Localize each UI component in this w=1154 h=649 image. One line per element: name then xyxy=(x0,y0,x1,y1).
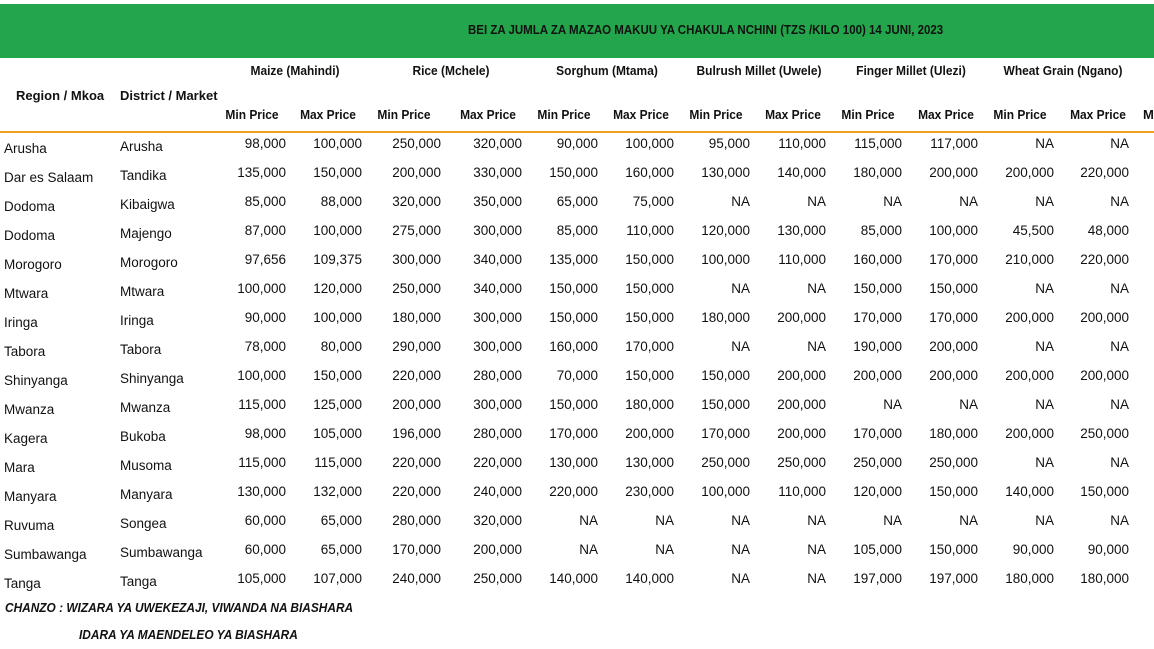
price-cell: 140,000 xyxy=(549,571,598,586)
min-price-header: Min Price xyxy=(841,107,895,122)
price-cell: NA xyxy=(807,571,826,586)
cut-off-header: M xyxy=(1143,107,1154,122)
page-title: BEI ZA JUMLA ZA MAZAO MAKUU YA CHAKULA NCHINI (TZS /KILO 100) 14 JUNI, 2023 xyxy=(468,23,944,37)
price-cell: NA xyxy=(731,194,750,209)
price-cell: 340,000 xyxy=(473,252,522,267)
price-cell: 90,000 xyxy=(556,136,598,151)
department-note: IDARA YA MAENDELEO YA BIASHARA xyxy=(79,628,298,642)
region-header: Region / Mkoa xyxy=(16,88,105,103)
price-cell: NA xyxy=(959,513,978,528)
price-cell: 150,000 xyxy=(701,397,750,412)
price-cell: 110,000 xyxy=(778,136,826,151)
price-cell: 250,000 xyxy=(701,455,750,470)
price-cell: 80,000 xyxy=(320,339,362,354)
region-cell: Mtwara xyxy=(4,286,49,301)
price-cell: 115,000 xyxy=(238,455,286,470)
price-cell: 150,000 xyxy=(1080,484,1129,499)
district-cell: Manyara xyxy=(120,487,173,502)
price-cell: 200,000 xyxy=(777,310,826,325)
price-cell: 107,000 xyxy=(313,571,362,586)
price-cell: 110,000 xyxy=(778,252,826,267)
district-cell: Kibaigwa xyxy=(120,197,175,212)
price-cell: 115,000 xyxy=(238,397,286,412)
price-cell: NA xyxy=(1110,397,1129,412)
price-cell: 200,000 xyxy=(1005,310,1054,325)
price-cell: 250,000 xyxy=(1080,426,1129,441)
price-cell: 220,000 xyxy=(1080,165,1129,180)
price-cell: 170,000 xyxy=(929,252,978,267)
price-cell: 87,000 xyxy=(244,223,286,238)
price-cell: 130,000 xyxy=(549,455,598,470)
price-cell: 230,000 xyxy=(625,484,674,499)
district-cell: Majengo xyxy=(120,226,172,241)
price-cell: NA xyxy=(1035,194,1054,209)
price-cell: NA xyxy=(1035,513,1054,528)
price-cell: 130,000 xyxy=(701,165,750,180)
region-cell: Dodoma xyxy=(4,199,56,214)
price-cell: 90,000 xyxy=(1012,542,1054,557)
price-cell: NA xyxy=(1110,281,1129,296)
price-cell: 290,000 xyxy=(392,339,441,354)
price-cell: 130,000 xyxy=(777,223,826,238)
price-cell: NA xyxy=(1035,136,1054,151)
price-cell: NA xyxy=(883,194,902,209)
price-cell: 170,000 xyxy=(625,339,674,354)
price-cell: 180,000 xyxy=(1005,571,1054,586)
region-cell: Ruvuma xyxy=(4,518,55,533)
price-cell: NA xyxy=(1110,339,1129,354)
price-cell: NA xyxy=(807,194,826,209)
price-cell: 85,000 xyxy=(556,223,598,238)
price-cell: 100,000 xyxy=(929,223,978,238)
price-cell: 115,000 xyxy=(314,455,362,470)
region-cell: Manyara xyxy=(4,489,57,504)
max-price-header: Max Price xyxy=(765,107,821,122)
price-cell: 180,000 xyxy=(1080,571,1129,586)
price-cell: 100,000 xyxy=(313,310,362,325)
price-cell: 200,000 xyxy=(929,339,978,354)
price-cell: NA xyxy=(1110,194,1129,209)
price-cell: 110,000 xyxy=(778,484,826,499)
price-cell: 170,000 xyxy=(701,426,750,441)
region-cell: Mara xyxy=(4,460,35,475)
district-header: District / Market xyxy=(120,88,218,103)
crop-header: Bulrush Millet (Uwele) xyxy=(696,63,822,78)
price-cell: 150,000 xyxy=(549,281,598,296)
price-cell: 320,000 xyxy=(473,136,522,151)
price-cell: 170,000 xyxy=(853,310,902,325)
price-cell: 340,000 xyxy=(473,281,522,296)
price-cell: NA xyxy=(959,194,978,209)
region-cell: Arusha xyxy=(4,141,47,156)
price-cell: 85,000 xyxy=(244,194,286,209)
price-cell: 48,000 xyxy=(1087,223,1129,238)
price-cell: 250,000 xyxy=(929,455,978,470)
price-cell: 97,656 xyxy=(244,252,286,267)
price-cell: 150,000 xyxy=(853,281,902,296)
price-cell: 160,000 xyxy=(625,165,674,180)
price-cell: 200,000 xyxy=(1080,368,1129,383)
price-cell: 320,000 xyxy=(473,513,522,528)
price-cell: NA xyxy=(1035,455,1054,470)
price-cell: NA xyxy=(1035,281,1054,296)
price-cell: NA xyxy=(1110,136,1129,151)
price-cell: 120,000 xyxy=(853,484,902,499)
region-cell: Kagera xyxy=(4,431,48,446)
district-cell: Sumbawanga xyxy=(120,545,203,560)
price-cell: NA xyxy=(579,542,598,557)
price-cell: 250,000 xyxy=(392,136,441,151)
price-cell: 150,000 xyxy=(549,165,598,180)
price-cell: 196,000 xyxy=(392,426,441,441)
price-cell: 65,000 xyxy=(320,542,362,557)
district-cell: Shinyanga xyxy=(120,371,184,386)
price-cell: NA xyxy=(807,542,826,557)
price-cell: 320,000 xyxy=(392,194,441,209)
price-cell: 70,000 xyxy=(556,368,598,383)
crop-header: Sorghum (Mtama) xyxy=(556,63,658,78)
price-cell: 115,000 xyxy=(854,136,902,151)
price-cell: 117,000 xyxy=(930,136,978,151)
region-cell: Iringa xyxy=(4,315,38,330)
max-price-header: Max Price xyxy=(1070,107,1126,122)
price-cell: 180,000 xyxy=(853,165,902,180)
price-cell: 100,000 xyxy=(313,223,362,238)
price-cell: 150,000 xyxy=(549,310,598,325)
price-cell: 250,000 xyxy=(392,281,441,296)
region-cell: Tabora xyxy=(4,344,46,359)
region-cell: Shinyanga xyxy=(4,373,68,388)
price-cell: 170,000 xyxy=(929,310,978,325)
district-cell: Tandika xyxy=(120,168,167,183)
price-cell: 220,000 xyxy=(392,368,441,383)
region-cell: Dodoma xyxy=(4,228,56,243)
price-cell: 210,000 xyxy=(1005,252,1054,267)
price-cell: 140,000 xyxy=(1005,484,1054,499)
price-cell: 135,000 xyxy=(237,165,286,180)
max-price-header: Max Price xyxy=(460,107,516,122)
max-price-header: Max Price xyxy=(300,107,356,122)
district-cell: Morogoro xyxy=(120,255,178,270)
price-cell: 90,000 xyxy=(1087,542,1129,557)
price-cell: 140,000 xyxy=(777,165,826,180)
price-cell: NA xyxy=(731,542,750,557)
price-cell: 150,000 xyxy=(929,484,978,499)
price-cell: NA xyxy=(883,513,902,528)
price-cell: 300,000 xyxy=(392,252,441,267)
district-cell: Iringa xyxy=(120,313,154,328)
min-price-header: Min Price xyxy=(537,107,591,122)
price-cell: NA xyxy=(731,571,750,586)
price-cell: 105,000 xyxy=(853,542,902,557)
price-cell: 150,000 xyxy=(929,281,978,296)
price-cell: 100,000 xyxy=(237,368,286,383)
price-cell: 200,000 xyxy=(777,397,826,412)
price-cell: 170,000 xyxy=(549,426,598,441)
price-cell: 109,375 xyxy=(313,252,362,267)
region-cell: Mwanza xyxy=(4,402,55,417)
price-cell: 200,000 xyxy=(929,165,978,180)
price-cell: 105,000 xyxy=(313,426,362,441)
price-cell: 170,000 xyxy=(392,542,441,557)
source-note: CHANZO : WIZARA YA UWEKEZAJI, VIWANDA NA BIASHARA xyxy=(5,601,354,615)
price-cell: NA xyxy=(655,542,674,557)
min-price-header: Min Price xyxy=(377,107,431,122)
price-cell: 220,000 xyxy=(1080,252,1129,267)
price-cell: 200,000 xyxy=(392,397,441,412)
price-cell: 250,000 xyxy=(777,455,826,470)
price-cell: 200,000 xyxy=(392,165,441,180)
price-cell: 220,000 xyxy=(392,455,441,470)
district-cell: Tanga xyxy=(120,574,157,589)
price-cell: 350,000 xyxy=(473,194,522,209)
min-price-header: Min Price xyxy=(689,107,743,122)
max-price-header: Max Price xyxy=(613,107,669,122)
price-cell: 150,000 xyxy=(625,368,674,383)
crop-header: Finger Millet (Ulezi) xyxy=(856,63,966,78)
price-cell: 150,000 xyxy=(313,165,362,180)
price-cell: 200,000 xyxy=(1005,426,1054,441)
price-cell: NA xyxy=(807,513,826,528)
price-cell: 300,000 xyxy=(473,310,522,325)
price-cell: 150,000 xyxy=(549,397,598,412)
price-cell: 75,000 xyxy=(632,194,674,209)
price-cell: 98,000 xyxy=(244,426,286,441)
price-cell: 100,000 xyxy=(237,281,286,296)
price-cell: 197,000 xyxy=(929,571,978,586)
price-cell: NA xyxy=(1035,339,1054,354)
price-cell: NA xyxy=(655,513,674,528)
price-cell: 240,000 xyxy=(392,571,441,586)
price-cell: 220,000 xyxy=(392,484,441,499)
price-cell: 300,000 xyxy=(473,339,522,354)
crop-header: Rice (Mchele) xyxy=(412,63,490,78)
price-cell: NA xyxy=(1035,397,1054,412)
price-cell: 160,000 xyxy=(853,252,902,267)
price-cell: 98,000 xyxy=(244,136,286,151)
price-cell: 150,000 xyxy=(929,542,978,557)
price-cell: NA xyxy=(959,397,978,412)
price-cell: 197,000 xyxy=(853,571,902,586)
price-cell: 220,000 xyxy=(473,455,522,470)
price-cell: 200,000 xyxy=(1080,310,1129,325)
region-cell: Dar es Salaam xyxy=(4,170,94,185)
price-cell: 300,000 xyxy=(473,397,522,412)
price-cell: 200,000 xyxy=(777,368,826,383)
price-cell: 180,000 xyxy=(929,426,978,441)
price-cell: 65,000 xyxy=(320,513,362,528)
district-cell: Arusha xyxy=(120,139,163,154)
price-cell: 78,000 xyxy=(244,339,286,354)
price-cell: 120,000 xyxy=(701,223,750,238)
price-cell: 100,000 xyxy=(313,136,362,151)
price-cell: 200,000 xyxy=(1005,368,1054,383)
price-cell: 180,000 xyxy=(625,397,674,412)
crop-header: Wheat Grain (Ngano) xyxy=(1003,63,1123,78)
price-cell: 300,000 xyxy=(473,223,522,238)
price-cell: 250,000 xyxy=(853,455,902,470)
district-cell: Mtwara xyxy=(120,284,165,299)
price-cell: 60,000 xyxy=(244,513,286,528)
price-cell: 130,000 xyxy=(625,455,674,470)
min-price-header: Min Price xyxy=(993,107,1047,122)
price-cell: 65,000 xyxy=(556,194,598,209)
min-price-header: Min Price xyxy=(225,107,279,122)
price-cell: 140,000 xyxy=(625,571,674,586)
price-cell: 200,000 xyxy=(853,368,902,383)
price-cell: 60,000 xyxy=(244,542,286,557)
price-cell: NA xyxy=(807,281,826,296)
price-cell: 150,000 xyxy=(313,368,362,383)
region-cell: Sumbawanga xyxy=(4,547,87,562)
price-cell: 105,000 xyxy=(237,571,286,586)
price-cell: 125,000 xyxy=(313,397,362,412)
price-cell: 45,500 xyxy=(1012,223,1054,238)
price-cell: 180,000 xyxy=(701,310,750,325)
max-price-header: Max Price xyxy=(918,107,974,122)
price-cell: 275,000 xyxy=(392,223,441,238)
price-cell: 220,000 xyxy=(549,484,598,499)
price-cell: 100,000 xyxy=(625,136,674,151)
price-cell: NA xyxy=(883,397,902,412)
price-cell: 280,000 xyxy=(392,513,441,528)
region-cell: Tanga xyxy=(4,576,41,591)
price-cell: 135,000 xyxy=(549,252,598,267)
price-cell: NA xyxy=(1110,513,1129,528)
price-cell: 200,000 xyxy=(473,542,522,557)
district-cell: Songea xyxy=(120,516,167,531)
price-cell: 280,000 xyxy=(473,426,522,441)
price-cell: 150,000 xyxy=(625,310,674,325)
price-cell: 120,000 xyxy=(313,281,362,296)
district-cell: Bukoba xyxy=(120,429,166,444)
price-cell: 280,000 xyxy=(473,368,522,383)
district-cell: Musoma xyxy=(120,458,172,473)
price-cell: NA xyxy=(731,281,750,296)
price-cell: NA xyxy=(731,513,750,528)
price-cell: 95,000 xyxy=(708,136,750,151)
header-divider xyxy=(0,131,1154,133)
crop-header: Maize (Mahindi) xyxy=(250,63,340,78)
price-cell: 110,000 xyxy=(626,223,674,238)
price-cell: NA xyxy=(579,513,598,528)
price-cell: NA xyxy=(731,339,750,354)
price-cell: 200,000 xyxy=(1005,165,1054,180)
price-cell: 200,000 xyxy=(625,426,674,441)
price-cell: 170,000 xyxy=(853,426,902,441)
price-cell: 150,000 xyxy=(701,368,750,383)
price-cell: 150,000 xyxy=(625,252,674,267)
price-cell: 200,000 xyxy=(929,368,978,383)
price-cell: 190,000 xyxy=(853,339,902,354)
price-cell: 130,000 xyxy=(237,484,286,499)
district-cell: Tabora xyxy=(120,342,162,357)
price-cell: 100,000 xyxy=(701,252,750,267)
price-cell: 200,000 xyxy=(777,426,826,441)
district-cell: Mwanza xyxy=(120,400,171,415)
price-cell: 240,000 xyxy=(473,484,522,499)
price-cell: 250,000 xyxy=(473,571,522,586)
price-cell: 100,000 xyxy=(701,484,750,499)
price-cell: 180,000 xyxy=(392,310,441,325)
price-cell: NA xyxy=(807,339,826,354)
region-cell: Morogoro xyxy=(4,257,62,272)
price-cell: 330,000 xyxy=(473,165,522,180)
price-cell: 90,000 xyxy=(244,310,286,325)
price-cell: 85,000 xyxy=(860,223,902,238)
price-cell: 88,000 xyxy=(320,194,362,209)
price-cell: 160,000 xyxy=(549,339,598,354)
price-cell: NA xyxy=(1110,455,1129,470)
price-cell: 132,000 xyxy=(313,484,362,499)
price-cell: 150,000 xyxy=(625,281,674,296)
